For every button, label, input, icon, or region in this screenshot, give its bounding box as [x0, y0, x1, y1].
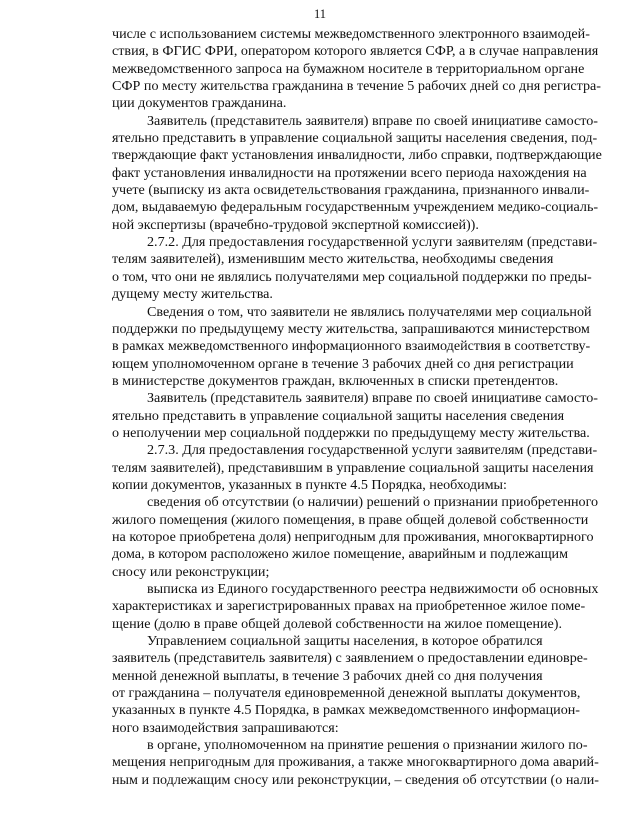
paragraph-p1 [112, 26, 601, 113]
document-body [112, 26, 602, 789]
paragraph-p2 [112, 112, 602, 234]
text-line: ным и подлежащим сносу или реконструкции, – сведения об отсутствии (о нали- [112, 771, 600, 788]
text-line: ной экспертизы (врачебно-трудовой экспертной комиссией)). [112, 216, 479, 233]
text-line: копии документов, указанных в пункте 4.5 Порядка, необходимы: [112, 476, 507, 493]
text-line: Сведения о том, что заявители не являлись получателями мер социальной [147, 303, 592, 320]
paragraph-p9 [112, 633, 588, 737]
text-line: жилого помещения (жилого помещения, в праве общей долевой собственности [112, 511, 589, 528]
text-line: щение (долю в праве общей долевой собственности на жилое помещение). [112, 615, 563, 632]
text-line: выписка из Единого государственного реестра недвижимости об основных [147, 581, 599, 597]
text-line: указанных в пункте 4.5 Порядка, в рамках межведомственного информацион- [112, 702, 580, 719]
page-number: 11 [313, 7, 327, 21]
text-line: учете (выписку из акта освидетельствования гражданина, признанного инвали- [112, 182, 590, 199]
text-line: Заявитель (представитель заявителя) вправе по своей инициативе самосто- [147, 390, 598, 407]
text-line: числе с использованием системы межведомственного электронного взаимодей- [112, 26, 590, 42]
text-line: телям заявителей), представившим в управление социальной защиты населения [112, 459, 594, 476]
text-line: мещения непригодным для проживания, а также многоквартирного дома аварий- [112, 754, 599, 771]
paragraph-p10 [112, 737, 600, 789]
text-line: межведомственного запроса на бумажном носителе в территориальном органе [112, 60, 585, 77]
paragraph-p8 [112, 581, 599, 633]
text-line: на которое приобретена доля) непригодным для проживания, многоквартирного [112, 528, 594, 545]
text-line: ятельно представить в управление социальной защиты населения сведения [112, 407, 565, 424]
text-line: факт установления инвалидности на протяжении всего периода нахождения на [112, 164, 587, 181]
text-line: тверждающие факт установления инвалидности, либо справки, подтверждающие [112, 147, 602, 164]
text-line: 2.7.2. Для предоставления государственной услуги заявителям (представи- [147, 234, 598, 251]
text-line: в министерстве документов граждан, включенных в списки претендентов. [112, 372, 559, 389]
text-line: ющем уполномоченном органе в течение 3 рабочих дней со дня регистрации [112, 355, 574, 372]
text-line: поддержки по предыдущему месту жительства, запрашиваются министерством [112, 320, 590, 337]
text-line: ствия, в ФГИС ФРИ, оператором которого является СФР, а в случае направления [112, 43, 599, 60]
text-line: в органе, уполномоченном на принятие решения о признании жилого по- [147, 737, 588, 754]
text-line: дущему месту жительства. [112, 286, 273, 303]
text-line: СФР по месту жительства гражданина в течение 5 рабочих дней со дня регистра- [112, 78, 601, 95]
text-line: ции документов гражданина. [112, 95, 287, 112]
text-line: 2.7.3. Для предоставления государственной услуги заявителям (представи- [147, 442, 598, 459]
text-line: сносу или реконструкции; [112, 563, 270, 580]
paragraph-p6 [112, 442, 598, 494]
text-line: менной денежной выплаты, в течение 3 рабочих дней со дня получения [112, 667, 543, 684]
text-line: телям заявителей), изменившим место жительства, необходимы сведения [112, 251, 554, 268]
text-line: заявитель (представитель заявителя) с заявлением о предоставлении единовре- [112, 650, 588, 667]
text-line: в рамках межведомственного информационного взаимодействия в соответству- [112, 338, 591, 355]
text-line: о неполучении мер социальной поддержки по предыдущему месту жительства. [112, 424, 590, 441]
text-line: Заявитель (представитель заявителя) вправе по своей инициативе самосто- [147, 112, 598, 129]
text-line: характеристиках и зарегистрированных правах на приобретенное жилое поме- [112, 598, 586, 615]
paragraph-p5 [112, 390, 598, 442]
text-line: дом, выдаваемую федеральным государственным учреждением медико-социаль- [112, 199, 599, 216]
text-line: Управлением социальной защиты населения, в которое обратился [147, 633, 543, 650]
paragraph-p3 [112, 234, 598, 303]
text-line: дома, в котором расположено жилое помещение, аварийным и подлежащим [112, 546, 569, 563]
text-line: от гражданина – получателя единовременной денежной выплаты документов, [112, 685, 581, 702]
paragraph-p4 [112, 303, 592, 391]
text-line: сведения об отсутствии (о наличии) решений о признании приобретенного [147, 494, 599, 511]
paragraph-p7 [112, 494, 599, 581]
text-line: о том, что они не являлись получателями мер социальной поддержки по преды- [112, 268, 592, 285]
text-line: ного взаимодействия запрашиваются: [112, 719, 339, 736]
text-line: ятельно представить в управление социальной защиты населения сведения, под- [112, 130, 598, 147]
